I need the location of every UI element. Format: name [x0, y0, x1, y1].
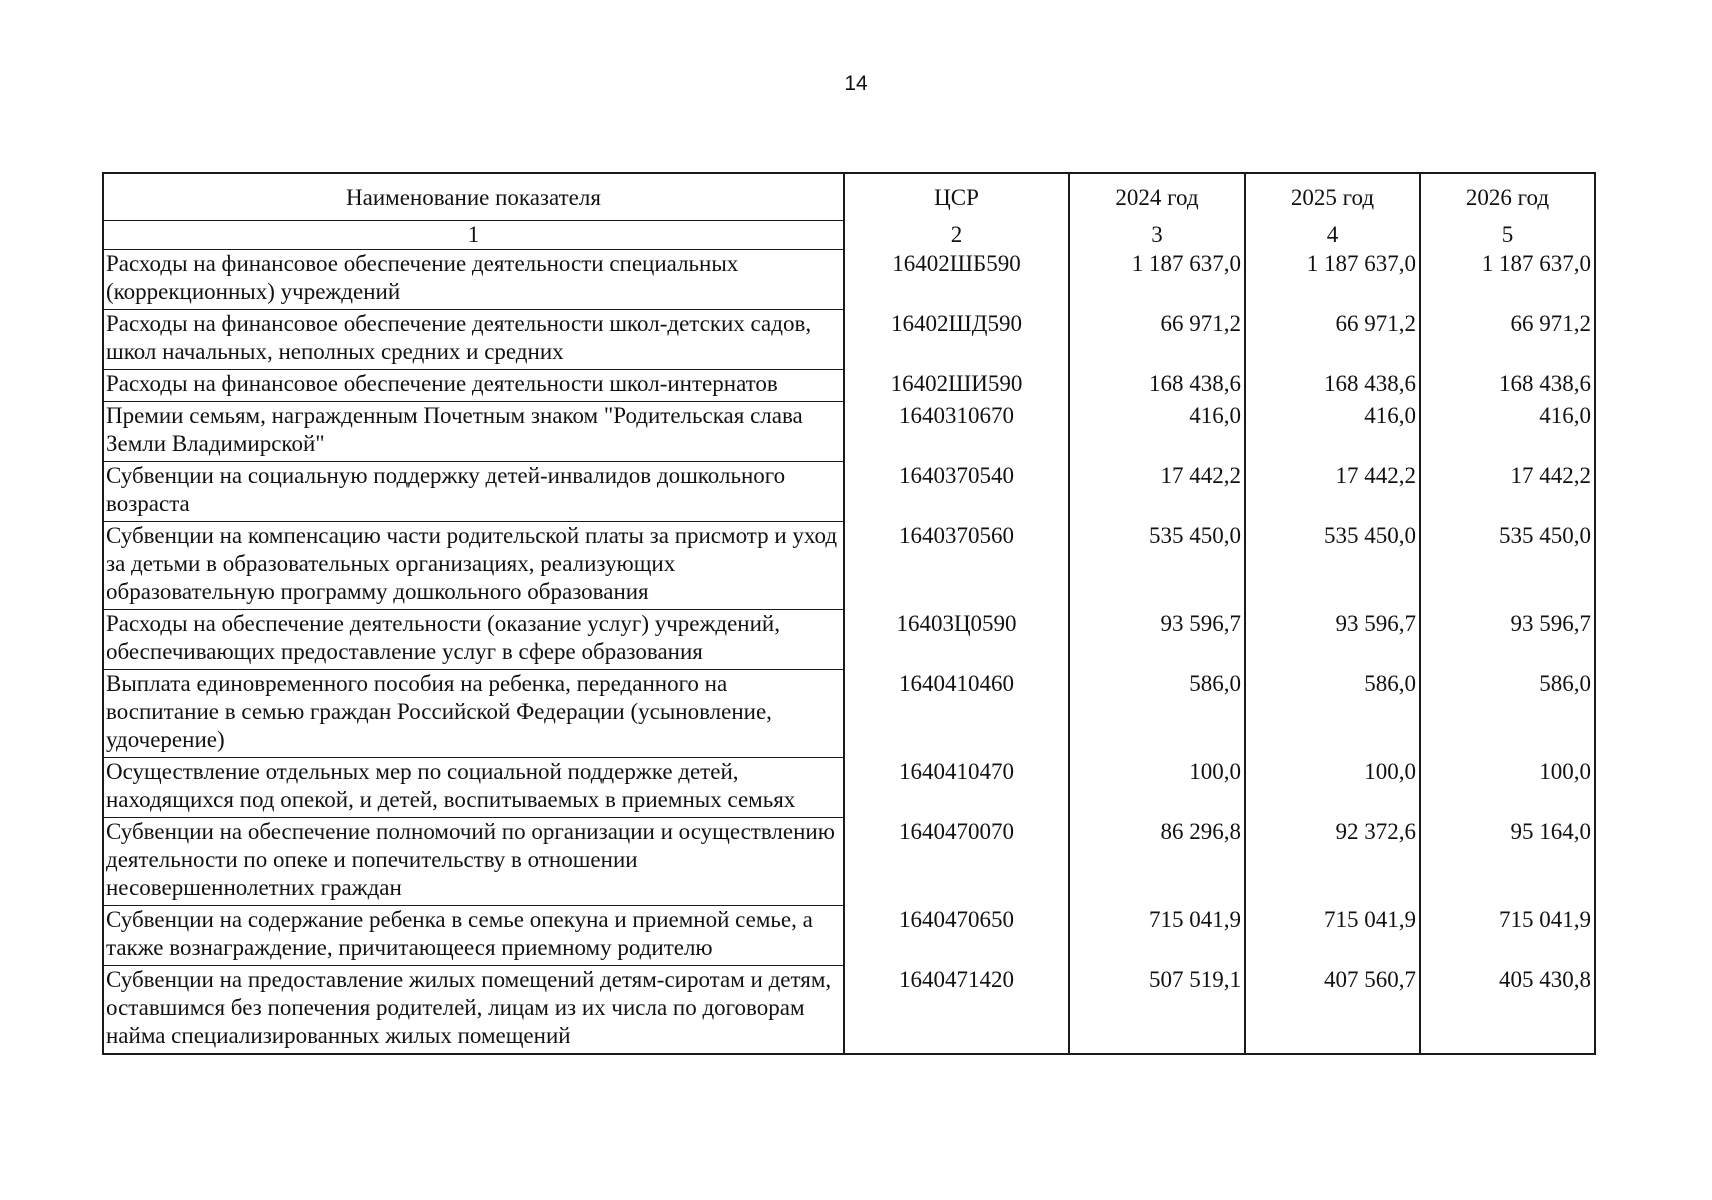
row-value-2025: 168 438,6	[1245, 370, 1420, 402]
row-value-2025: 586,0	[1245, 670, 1420, 758]
row-value-2026: 93 596,7	[1420, 610, 1595, 670]
row-value-2026: 168 438,6	[1420, 370, 1595, 402]
column-number-2: 2	[844, 221, 1069, 250]
row-value-2026: 66 971,2	[1420, 310, 1595, 370]
column-number-row	[103, 221, 1595, 250]
row-indicator-name: Субвенции на компенсацию части родительской платы за присмотр и уход за детьми в образовательных организациях, реализующих образовательную программу дошкольного образования	[103, 522, 844, 610]
row-value-2026: 535 450,0	[1420, 522, 1595, 610]
row-indicator-name: Субвенции на содержание ребенка в семье опекуна и приемной семье, а также вознаграждение, причитающееся приемному родителю	[103, 906, 844, 966]
column-number-1: 1	[103, 221, 844, 250]
row-csr-code: 1640470650	[844, 906, 1069, 966]
row-value-2024: 168 438,6	[1069, 370, 1245, 402]
row-csr-code: 1640410470	[844, 758, 1069, 818]
row-csr-code: 1640310670	[844, 402, 1069, 462]
table-row	[103, 370, 1595, 402]
table-row	[103, 966, 1595, 1055]
table-row	[103, 402, 1595, 462]
row-value-2024: 416,0	[1069, 402, 1245, 462]
row-indicator-name: Расходы на финансовое обеспечение деятельности специальных (коррекционных) учреждений	[103, 250, 844, 310]
row-indicator-name: Расходы на финансовое обеспечение деятельности школ-интернатов	[103, 370, 844, 402]
row-value-2025: 92 372,6	[1245, 818, 1420, 906]
row-csr-code: 1640370560	[844, 522, 1069, 610]
row-value-2026: 715 041,9	[1420, 906, 1595, 966]
row-value-2025: 1 187 637,0	[1245, 250, 1420, 310]
table-row	[103, 250, 1595, 310]
table-row	[103, 758, 1595, 818]
row-csr-code: 16402ШД590	[844, 310, 1069, 370]
row-indicator-name: Расходы на обеспечение деятельности (оказание услуг) учреждений, обеспечивающих предоставление услуг в сфере образования	[103, 610, 844, 670]
row-value-2024: 66 971,2	[1069, 310, 1245, 370]
row-value-2025: 100,0	[1245, 758, 1420, 818]
row-value-2026: 17 442,2	[1420, 462, 1595, 522]
header-year-2024: 2024 год	[1069, 173, 1245, 221]
header-csr: ЦСР	[844, 173, 1069, 221]
row-value-2025: 715 041,9	[1245, 906, 1420, 966]
row-value-2026: 100,0	[1420, 758, 1595, 818]
table-row	[103, 670, 1595, 758]
column-number-5: 5	[1420, 221, 1595, 250]
row-value-2024: 715 041,9	[1069, 906, 1245, 966]
column-number-3: 3	[1069, 221, 1245, 250]
row-csr-code: 1640370540	[844, 462, 1069, 522]
row-value-2025: 407 560,7	[1245, 966, 1420, 1055]
budget-table	[102, 172, 1596, 1055]
row-value-2026: 416,0	[1420, 402, 1595, 462]
header-indicator-name: Наименование показателя	[103, 173, 844, 221]
row-indicator-name: Выплата единовременного пособия на ребенка, переданного на воспитание в семью граждан Российской Федерации (усыновление, удочерение)	[103, 670, 844, 758]
row-value-2025: 416,0	[1245, 402, 1420, 462]
header-year-2025: 2025 год	[1245, 173, 1420, 221]
row-value-2024: 586,0	[1069, 670, 1245, 758]
row-value-2026: 405 430,8	[1420, 966, 1595, 1055]
row-value-2025: 535 450,0	[1245, 522, 1420, 610]
row-csr-code: 16403Ц0590	[844, 610, 1069, 670]
row-indicator-name: Субвенции на предоставление жилых помещений детям-сиротам и детям, оставшимся без попечения родителей, лицам из их числа по договорам найма специализированных жилых помещений	[103, 966, 844, 1055]
row-indicator-name: Субвенции на обеспечение полномочий по организации и осуществлению деятельности по опеке и попечительству в отношении несовершеннолетних граждан	[103, 818, 844, 906]
table-row	[103, 462, 1595, 522]
row-csr-code: 1640471420	[844, 966, 1069, 1055]
row-csr-code: 16402ШИ590	[844, 370, 1069, 402]
table-row	[103, 310, 1595, 370]
table-row	[103, 906, 1595, 966]
row-value-2024: 1 187 637,0	[1069, 250, 1245, 310]
row-value-2024: 535 450,0	[1069, 522, 1245, 610]
row-value-2025: 66 971,2	[1245, 310, 1420, 370]
row-value-2024: 507 519,1	[1069, 966, 1245, 1055]
row-value-2024: 86 296,8	[1069, 818, 1245, 906]
row-csr-code: 1640410460	[844, 670, 1069, 758]
row-indicator-name: Расходы на финансовое обеспечение деятельности школ-детских садов, школ начальных, неполных средних и средних	[103, 310, 844, 370]
row-value-2026: 586,0	[1420, 670, 1595, 758]
row-indicator-name: Субвенции на социальную поддержку детей-инвалидов дошкольного возраста	[103, 462, 844, 522]
header-row	[103, 173, 1595, 221]
row-value-2024: 93 596,7	[1069, 610, 1245, 670]
row-value-2026: 95 164,0	[1420, 818, 1595, 906]
row-value-2025: 93 596,7	[1245, 610, 1420, 670]
row-csr-code: 16402ШБ590	[844, 250, 1069, 310]
row-value-2024: 100,0	[1069, 758, 1245, 818]
row-value-2026: 1 187 637,0	[1420, 250, 1595, 310]
table-body	[103, 250, 1595, 1055]
row-value-2024: 17 442,2	[1069, 462, 1245, 522]
row-csr-code: 1640470070	[844, 818, 1069, 906]
column-number-4: 4	[1245, 221, 1420, 250]
header-year-2026: 2026 год	[1420, 173, 1595, 221]
table-row	[103, 522, 1595, 610]
page-number: 14	[844, 72, 868, 95]
table-header	[103, 173, 1595, 250]
row-indicator-name: Премии семьям, награжденным Почетным знаком "Родительская слава Земли Владимирской"	[103, 402, 844, 462]
row-indicator-name: Осуществление отдельных мер по социальной поддержке детей, находящихся под опекой, и детей, воспитываемых в приемных семьях	[103, 758, 844, 818]
row-value-2025: 17 442,2	[1245, 462, 1420, 522]
table-row	[103, 818, 1595, 906]
table-row	[103, 610, 1595, 670]
